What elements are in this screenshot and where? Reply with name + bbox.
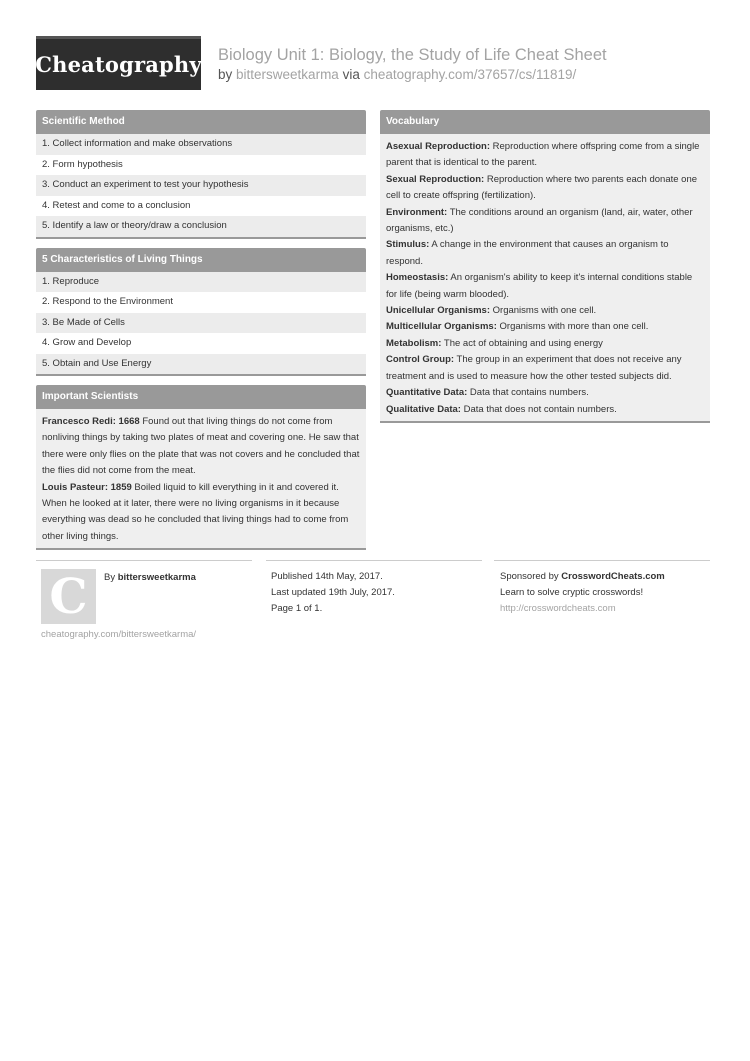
entry-term: Control Group:: [386, 354, 455, 366]
entry-text: Boiled liquid to kill everything in it and covered it. When he looked at it later, there were no living organisms in it because everything was dead so he concluded that living things had to come from other living things.: [42, 481, 349, 542]
vocab-entry: [386, 336, 704, 352]
entry-text: The group in an experiment that does not receive any treatment and is used to measure how the other tested subjects did.: [386, 354, 682, 382]
footer-sponsor: [494, 560, 710, 641]
entry-term: Metabolism:: [386, 337, 442, 349]
sponsor-line: [500, 569, 665, 585]
vocab-entry: [386, 172, 704, 205]
section-title: Important Scientists: [36, 385, 366, 409]
entry-text: The act of obtaining and using energy: [441, 337, 603, 349]
list-item: 4. Grow and Develop: [42, 337, 132, 348]
vocab-entry: [386, 402, 704, 418]
sheet-url-link[interactable]: cheatography.com/37657/cs/11819/: [363, 67, 577, 82]
list-item: 1. Collect information and make observations: [36, 134, 366, 155]
list-item: 4. Retest and come to a conclusion: [42, 199, 191, 211]
sponsor-link[interactable]: CrosswordCheats.com: [561, 571, 665, 582]
vocab-entry: [386, 319, 704, 335]
sponsor-url-link[interactable]: http://crosswordcheats.com: [500, 603, 616, 614]
section-divider: [36, 548, 366, 550]
left-column: [36, 110, 366, 559]
page-number: Page 1 of 1.: [271, 603, 323, 614]
author-link[interactable]: bittersweetkarma: [117, 572, 196, 583]
entry-text: Organisms with one cell.: [490, 305, 597, 317]
list-item: 2. Respond to the Environment: [42, 296, 173, 307]
vocab-entry: [386, 352, 704, 385]
author-link[interactable]: bittersweetkarma: [236, 67, 339, 82]
section-divider: [380, 421, 710, 423]
scientists-text: [36, 409, 366, 548]
list-item: 3. Conduct an experiment to test your hypothesis: [36, 175, 366, 196]
list-item: 5. Obtain and Use Energy: [36, 354, 366, 375]
footer-author: [36, 560, 252, 641]
cheatography-logo[interactable]: Cheatography: [36, 36, 201, 90]
entry-text: Data that does not contain numbers.: [460, 403, 617, 415]
date-info: [271, 569, 395, 617]
avatar[interactable]: C: [41, 569, 96, 624]
section-divider: [36, 374, 366, 376]
entry-term: Multicellular Organisms:: [386, 321, 497, 333]
sponsor-info: [500, 569, 665, 617]
entry-term: Louis Pasteur: 1859: [42, 481, 132, 493]
entry-text: Found out that living things do not come from nonliving things by taking two plates of meat and covering one. He saw that there were only flies on the plate that was not covers and he concluded that the flies did not come from the meat.: [42, 416, 360, 477]
scientist-entry: [42, 480, 360, 546]
right-column: [380, 110, 710, 432]
entry-term: Homeostasis:: [386, 272, 449, 284]
list-item: 2. Form hypothesis: [42, 158, 123, 170]
author-url-link[interactable]: cheatography.com/bittersweetkarma/: [41, 629, 197, 640]
entry-text: An organism's ability to keep it's internal conditions stable for life (being warm blooded).: [386, 272, 693, 300]
vocab-entry: [386, 139, 704, 172]
vocabulary-section: [380, 110, 710, 423]
entry-term: Stimulus:: [386, 239, 430, 251]
section-title: Vocabulary: [380, 110, 710, 134]
vocab-entry: [386, 303, 704, 319]
entry-text: Data that contains numbers.: [467, 387, 589, 399]
published-date: Published 14th May, 2017.: [271, 571, 383, 582]
entry-term: Francesco Redi: 1668: [42, 416, 140, 427]
vocab-entry: [386, 385, 704, 401]
scientists-section: [36, 385, 366, 550]
entry-term: Environment:: [386, 206, 448, 218]
entry-term: Unicellular Organisms:: [386, 305, 491, 317]
vocab-entry: [386, 205, 704, 238]
scientific-method-section: [36, 110, 366, 239]
vocabulary-text: [380, 134, 710, 421]
byline: [218, 67, 576, 82]
entry-term: Qualitative Data:: [386, 403, 461, 415]
via-label: via: [342, 67, 360, 82]
section-title: Scientific Method: [36, 110, 366, 134]
entry-text: Reproduction where offspring come from a single parent that is identical to the parent.: [386, 141, 700, 169]
footer-byline: [104, 570, 196, 586]
entry-text: Organisms with more than one cell.: [496, 321, 649, 333]
entry-term: Asexual Reproduction:: [386, 141, 490, 152]
footer-dates: [266, 560, 482, 641]
list-item: 5. Identify a law or theory/draw a conclusion: [36, 216, 366, 237]
footer: [36, 560, 710, 650]
entry-term: Sexual Reproduction:: [386, 173, 485, 185]
sponsored-label: Sponsored by: [500, 571, 559, 582]
page-title: Biology Unit 1: Biology, the Study of Life Cheat Sheet: [218, 46, 607, 64]
entry-text: A change in the environment that causes an organism to respond.: [386, 239, 669, 267]
list-item: 1. Reproduce: [36, 272, 366, 293]
scientist-entry: [42, 414, 360, 480]
entry-text: Reproduction where two parents each donate one cell to create offspring (fertilization).: [386, 173, 698, 202]
updated-date: Last updated 19th July, 2017.: [271, 587, 395, 598]
entry-text: The conditions around an organism (land, air, water, other organisms, etc.): [386, 206, 693, 235]
by-label: by: [218, 67, 233, 82]
section-title: 5 Characteristics of Living Things: [36, 248, 366, 272]
list-item: 3. Be Made of Cells: [36, 313, 366, 334]
by-label: By: [104, 572, 116, 583]
section-divider: [36, 237, 366, 239]
vocab-entry: [386, 270, 704, 303]
sponsor-tagline: Learn to solve cryptic crosswords!: [500, 587, 644, 598]
characteristics-section: [36, 248, 366, 377]
entry-term: Quantitative Data:: [386, 387, 468, 399]
vocab-entry: [386, 237, 704, 270]
